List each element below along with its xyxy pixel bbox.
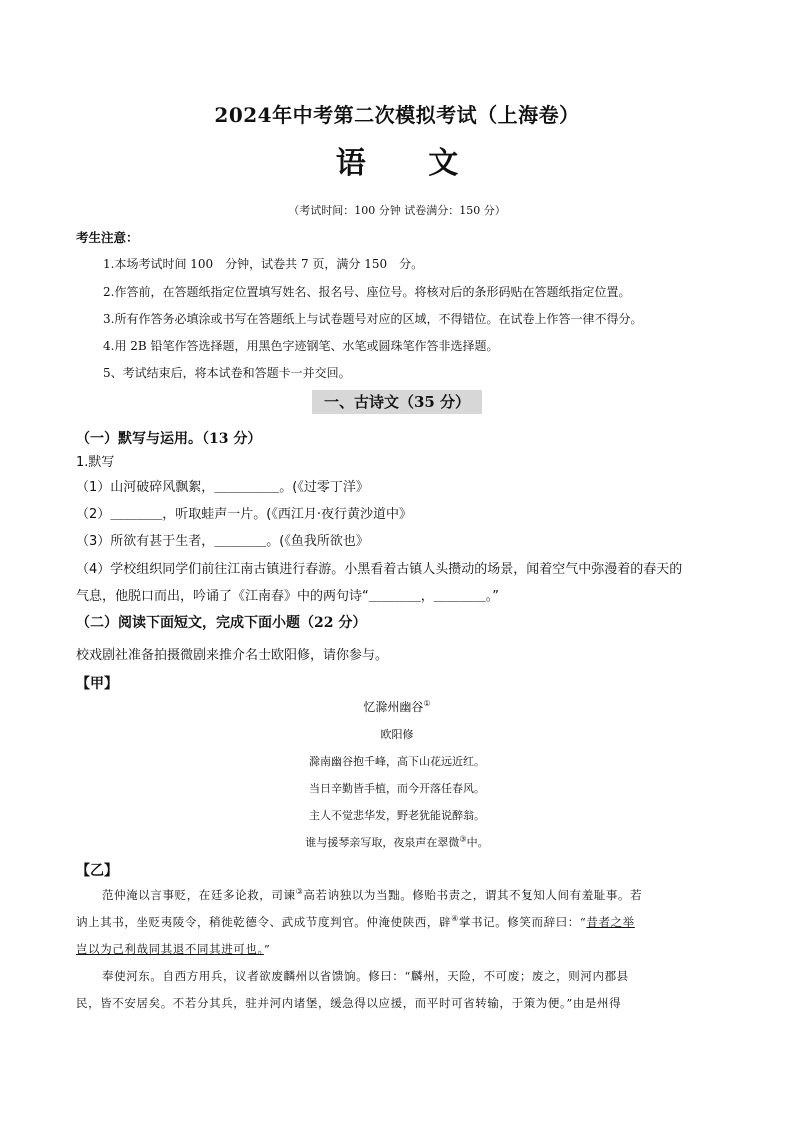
poem-title-text: 忆滁州幽谷 [363, 700, 424, 714]
exam-time-info: （考试时间：100 分钟 试卷满分：150 分） [288, 204, 506, 217]
poem-line [0, 834, 794, 850]
prose-text: 讷上其书，坐贬夷陵令，稍徙乾德令、武成节度判官。仲淹使陕西，辟 [76, 915, 452, 929]
dictation-line-2: （2）＿＿＿＿，听取蛙声一片。(《西江月·夜行黄沙道中》 [76, 507, 412, 522]
label-yi: 【乙】 [76, 863, 118, 879]
poem-last-line-text: 谁与援琴亲写取，夜泉声在翠微 [305, 836, 460, 849]
poem-author: 欧阳修 [380, 728, 414, 741]
footnote-marker: ① [423, 699, 431, 708]
dictation-line-3: （3）所欲有甚于生者，＿＿＿＿。(《鱼我所欲也》 [76, 534, 369, 549]
prose-text: 范仲淹以言事贬，在廷多论救，司谏 [102, 888, 296, 902]
section-heading: 一、古诗文（35 分） [312, 390, 482, 414]
underlined-quote: 岂以为己利哉同其退不同其进可也。 [76, 942, 264, 956]
subject-title: 语 文 [335, 146, 485, 181]
underlined-quote: 昔者之举 [586, 915, 635, 929]
poem-line: 当日辛勤皆手植，而今开落任春风。 [309, 782, 485, 795]
prose-line [76, 914, 635, 930]
exam-title: 2024年中考第二次模拟考试（上海卷） [214, 103, 580, 127]
note-item: 4.用 2B 铅笔作答选择题，用黑色字迹钢笔、水笔或圆珠笔作答非选择题。 [103, 339, 499, 353]
prose-line [76, 941, 270, 957]
poem-line: 滁南幽谷抱千峰，高下山花远近红。 [309, 755, 485, 768]
prose-text: 掌书记。修笑而辞曰：“ [458, 915, 587, 929]
label-jia: 【甲】 [76, 676, 118, 692]
prose-line: 奉使河东。自西方用兵，议者欲废麟州以省馈饷。修曰：“麟州，天险，不可废；废之，则河内郡县 [102, 969, 629, 983]
footnote-marker: ③ [459, 834, 467, 844]
footnote-marker: ④ [451, 914, 459, 924]
prose-text: 高若讷独以为当黜。修贻书责之，谓其不复知人间有羞耻事。若 [303, 888, 643, 902]
poem-line: 主人不觉悲华发，野老犹能说醉翁。 [309, 809, 485, 822]
note-item: 3.所有作答务必填涂或书写在答题纸上与试卷题号对应的区域，不得错位。在试卷上作答一律不得分。 [103, 312, 643, 326]
prose-line [102, 887, 642, 903]
part2-intro: 校戏剧社准备拍摄微剧来推介名士欧阳修，请你参与。 [76, 648, 389, 663]
part2-heading: （二）阅读下面短文，完成下面小题（22 分） [76, 615, 367, 631]
dictation-line-4: （4）学校组织同学们前往江南古镇进行春游。小黑看着古镇人头攒动的场景，闻着空气中弥漫着的春天的 [76, 562, 683, 577]
note-item: 2.作答前，在答题纸指定位置填写姓名、报名号、座位号。将核对后的条形码贴在答题纸指定位置。 [103, 285, 631, 299]
question-label: 1.默写 [76, 455, 115, 470]
footnote-marker: ③ [295, 887, 304, 897]
poem-last-line-end: 中。 [466, 836, 489, 849]
prose-line: 民，皆不安居矣。不若分其兵，驻并河内诸堡，缓急得以应援，而平时可省转输，于策为便。”由是州得 [76, 996, 622, 1010]
dictation-line-1: （1）山河破碎风飘絮，＿＿＿＿＿。(《过零丁洋》 [76, 480, 369, 495]
part1-heading: （一）默写与运用。（13 分） [76, 431, 262, 447]
prose-text: ” [263, 942, 271, 956]
note-item: 5、考试结束后，将本试卷和答题卡一并交回。 [103, 366, 351, 380]
dictation-line-4-cont: 气息，他脱口而出，吟诵了《江南春》中的两句诗“＿＿＿＿，＿＿＿＿。” [76, 589, 499, 604]
note-item: 1.本场考试时间 100 分钟，试卷共 7 页，满分 150 分。 [103, 257, 424, 271]
notes-heading: 考生注意： [76, 230, 139, 245]
poem-title [0, 698, 794, 715]
